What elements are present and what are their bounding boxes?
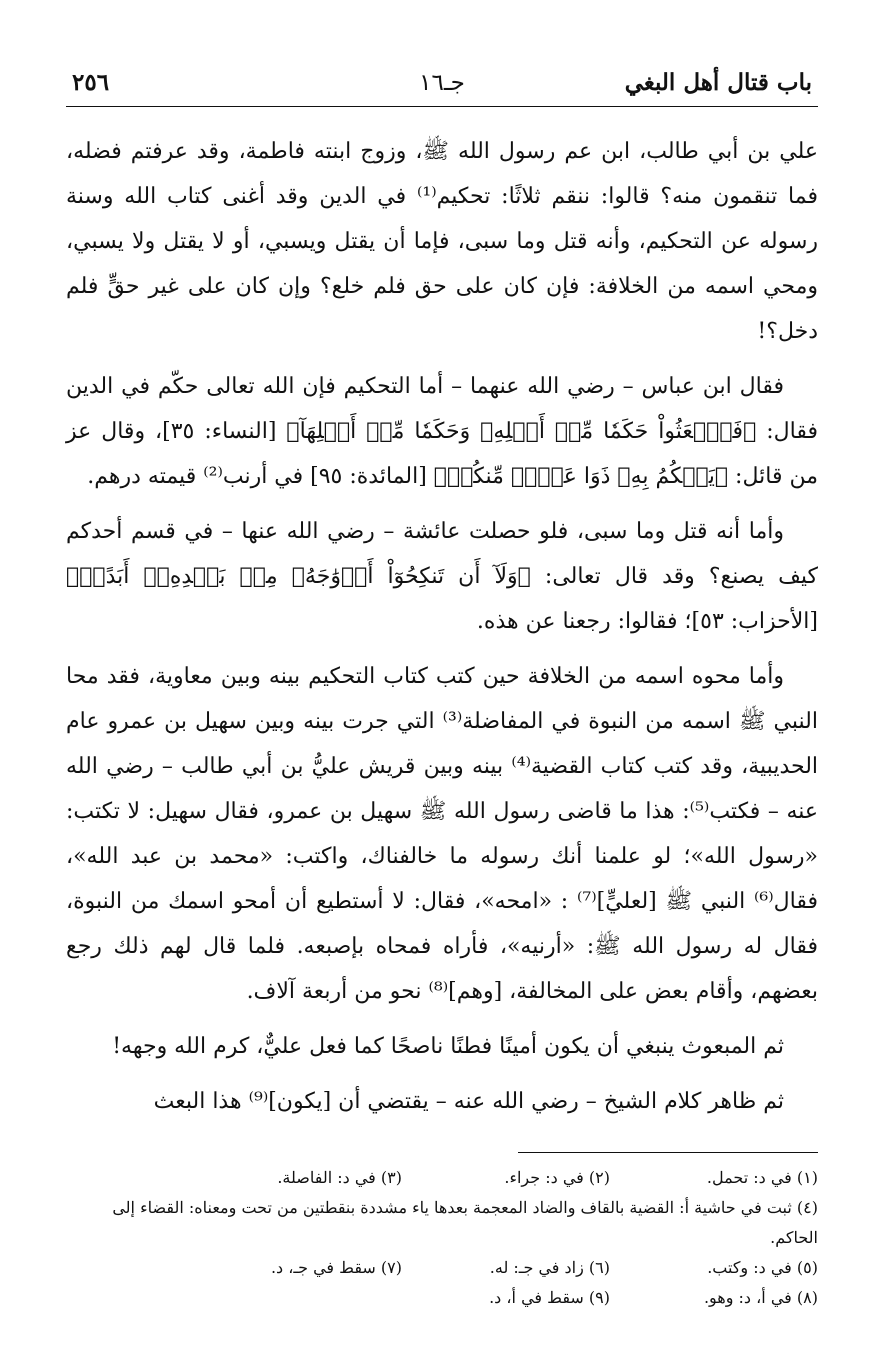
footnotes (66, 1163, 818, 1313)
footnote-row (66, 1253, 818, 1283)
footnote-row (66, 1283, 818, 1313)
footnote: (١) في د: تحمل. (706, 1168, 818, 1187)
footnote: (٩) سقط في أ، د. (489, 1288, 610, 1307)
footnote: (٨) في أ، د: وهو. (703, 1288, 818, 1307)
book-page (66, 60, 818, 1340)
footnote: (٤) ثبت في حاشية أ: القضية بالقاف والضاد المعجمة بعدها ياء مشددة بنقطتين من تحت ومعناه: القضاء إلى الحاكم. (112, 1198, 818, 1247)
footnote-divider (518, 1152, 818, 1153)
footnote: (٥) في د: وكتب. (707, 1258, 818, 1277)
running-header (66, 60, 818, 107)
page-number: ٢٥٦ (72, 69, 110, 96)
footnote-row (66, 1163, 818, 1193)
paragraph: وأما محوه اسمه من الخلافة حين كتب كتاب التحكيم بينه وبين معاوية، فقد محا النبي ﷺ اسمه من النبوة في المفاضلة⁽³⁾ التي جرت بينه وبين سهيل بن عمرو عام الحديبية، وقد كتب كتاب القضية⁽⁴⁾ بينه وبين قريش عليُّ بن أبي طالب – رضي الله عنه – فكتب⁽⁵⁾: هذا ما قاضى رسول الله ﷺ سهيل بن عمرو، فقال سهيل: لا تكتب: «رسول الله»؛ لو علمنا أنك رسوله ما خالفناك، واكتب: «محمد بن عبد الله»، فقال⁽⁶⁾ النبي ﷺ [لعليٍّ]⁽⁷⁾ : «امحه»، فقال: لا أستطيع أن أمحو اسمك من النبوة، فقال له رسول الله ﷺ: «أرنيه»، فأراه فمحاه بإصبعه. فلما قال لهم ذلك رجع بعضهم، وأقام بعض على المخالفة، [وهم]⁽⁸⁾ نحو من أربعة آلاف. (66, 664, 819, 1004)
paragraph: وأما أنه قتل وما سبى، فلو حصلت عائشة – رضي الله عنها – في قسم أحدكم كيف يصنع؟ وقد قال تعالى: ﴿وَلَآ أَن تَنكِحُوٓاْ أَزۡوَٰجَهُۥ مِنۢ بَعۡدِهِۦٓ أَبَدًاۚ﴾ [الأحزاب: ٥٣]؛ فقالوا: رجعنا عن هذه. (66, 519, 818, 634)
footnote: (٧) سقط في جـ، د. (270, 1258, 402, 1277)
volume-label: جـ١٦ (419, 70, 465, 96)
main-text (66, 129, 818, 1124)
paragraph: ثم ظاهر كلام الشيخ – رضي الله عنه – يقتضي أن [يكون]⁽⁹⁾ هذا البعث (153, 1089, 784, 1114)
footnote: (٦) زاد في جـ: له. (489, 1258, 610, 1277)
footnote: (٢) في د: جراء. (504, 1168, 610, 1187)
footnote: (٣) في د: الفاصلة. (277, 1168, 402, 1187)
paragraph: ثم المبعوث ينبغي أن يكون أمينًا فطنًا ناصحًا كما فعل عليٌّ، كرم الله وجهه! (112, 1034, 784, 1059)
paragraph: علي بن أبي طالب، ابن عم رسول الله ﷺ، وزوج ابنته فاطمة، وقد عرفتم فضله، فما تنقمون منه؟ قالوا: ننقم ثلاثًا: تحكيم⁽¹⁾ في الدين وقد أغنى كتاب الله وسنة رسوله عن التحكيم، وأنه قتل وما سبى، فإما أن يقتل ويسبي، أو لا يقتل ولا يسبي، ومحي اسمه من الخلافة: فإن كان على حق فلم خلع؟ وإن كان على غير حقٍّ فلم دخل؟! (66, 139, 818, 344)
paragraph: فقال ابن عباس – رضي الله عنهما – أما التحكيم فإن الله تعالى حكّم في الدين فقال: ﴿فَٱبۡعَثُواْ حَكَمٗا مِّنۡ أَهۡلِهِۦ وَحَكَمٗا مِّنۡ أَهۡلِهَآ﴾ [النساء: ٣٥]، وقال عز من قائل: ﴿يَحۡكُمُ بِهِۦ ذَوَا عَدۡلٖ مِّنكُمۡ﴾ [المائدة: ٩٥] في أرنب⁽²⁾ قيمته درهم. (66, 374, 818, 489)
chapter-title: باب قتال أهل البغي (624, 69, 812, 96)
